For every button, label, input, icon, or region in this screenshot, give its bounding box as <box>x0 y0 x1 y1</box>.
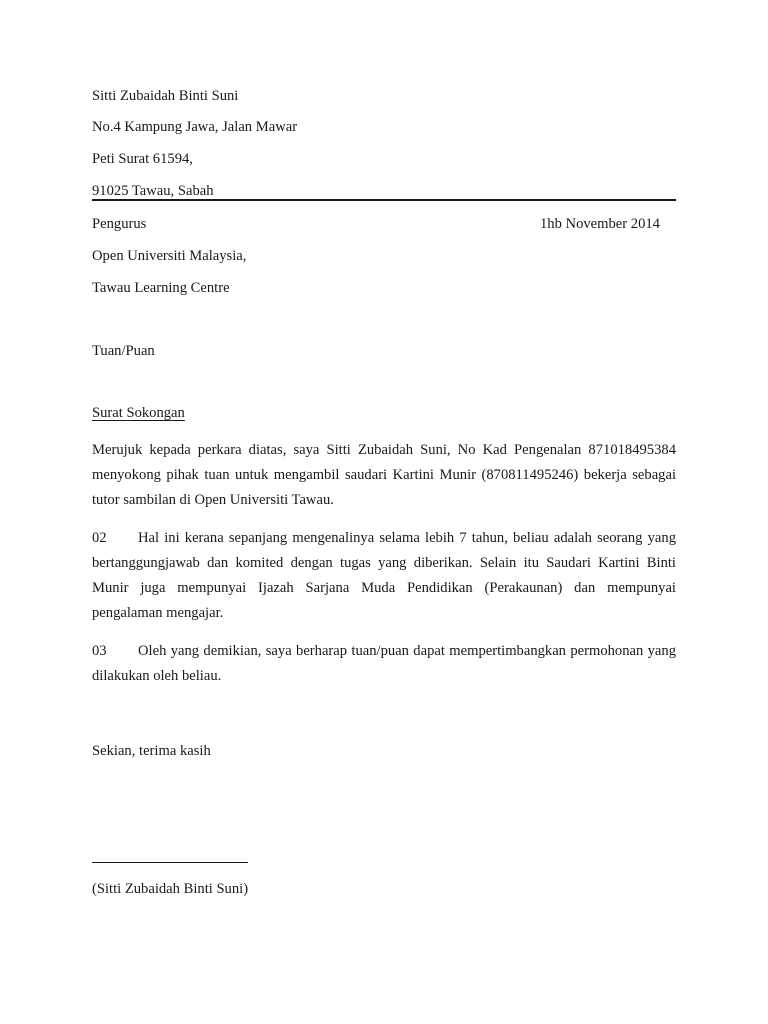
paragraph-number-02: 02 <box>92 530 107 546</box>
salutation: Tuan/Puan <box>92 343 155 359</box>
signature-line <box>92 862 248 863</box>
signature-name: (Sitti Zubaidah Binti Suni) <box>92 881 249 897</box>
body-paragraph-1: Merujuk kepada perkara diatas, saya Sitti Zubaidah Suni, No Kad Pengenalan 871018495384 menyokong pihak tuan untuk mengambil saudari Kartini Munir (870811495246) bekerja sebagai tutor sambilan di Open Universiti Tawau. <box>92 442 676 508</box>
header-divider <box>92 199 676 201</box>
body-paragraph-2 <box>92 526 676 626</box>
letter-date: 1hb November 2014 <box>540 216 660 232</box>
subject-heading: Surat Sokongan <box>92 405 185 421</box>
recipient-title: Pengurus <box>92 216 147 232</box>
body-paragraph-3 <box>92 639 676 689</box>
paragraph-number-03: 03 <box>92 643 107 659</box>
recipient-organization: Open Universiti Malaysia, <box>92 248 247 264</box>
sender-address-line2: Peti Surat 61594, <box>92 151 193 167</box>
body-paragraph-3-text: Oleh yang demikian, saya berharap tuan/puan dapat mempertimbangkan permohonan yang dilakukan oleh beliau. <box>92 643 676 684</box>
sender-name: Sitti Zubaidah Binti Suni <box>92 88 239 104</box>
sender-address-line3: 91025 Tawau, Sabah <box>92 183 214 199</box>
closing-text: Sekian, terima kasih <box>92 743 211 759</box>
body-paragraph-2-text: Hal ini kerana sepanjang mengenalinya selama lebih 7 tahun, beliau adalah seorang yang bertanggungjawab dan komited dengan tugas yang diberikan. Selain itu Saudari Kartini Binti Munir juga mempunyai Ijazah Sarjana Muda Pendidikan (Perakaunan) dan mempunyai pengalaman mengajar. <box>92 530 676 621</box>
recipient-branch: Tawau Learning Centre <box>92 280 230 296</box>
sender-address-line1: No.4 Kampung Jawa, Jalan Mawar <box>92 119 298 135</box>
